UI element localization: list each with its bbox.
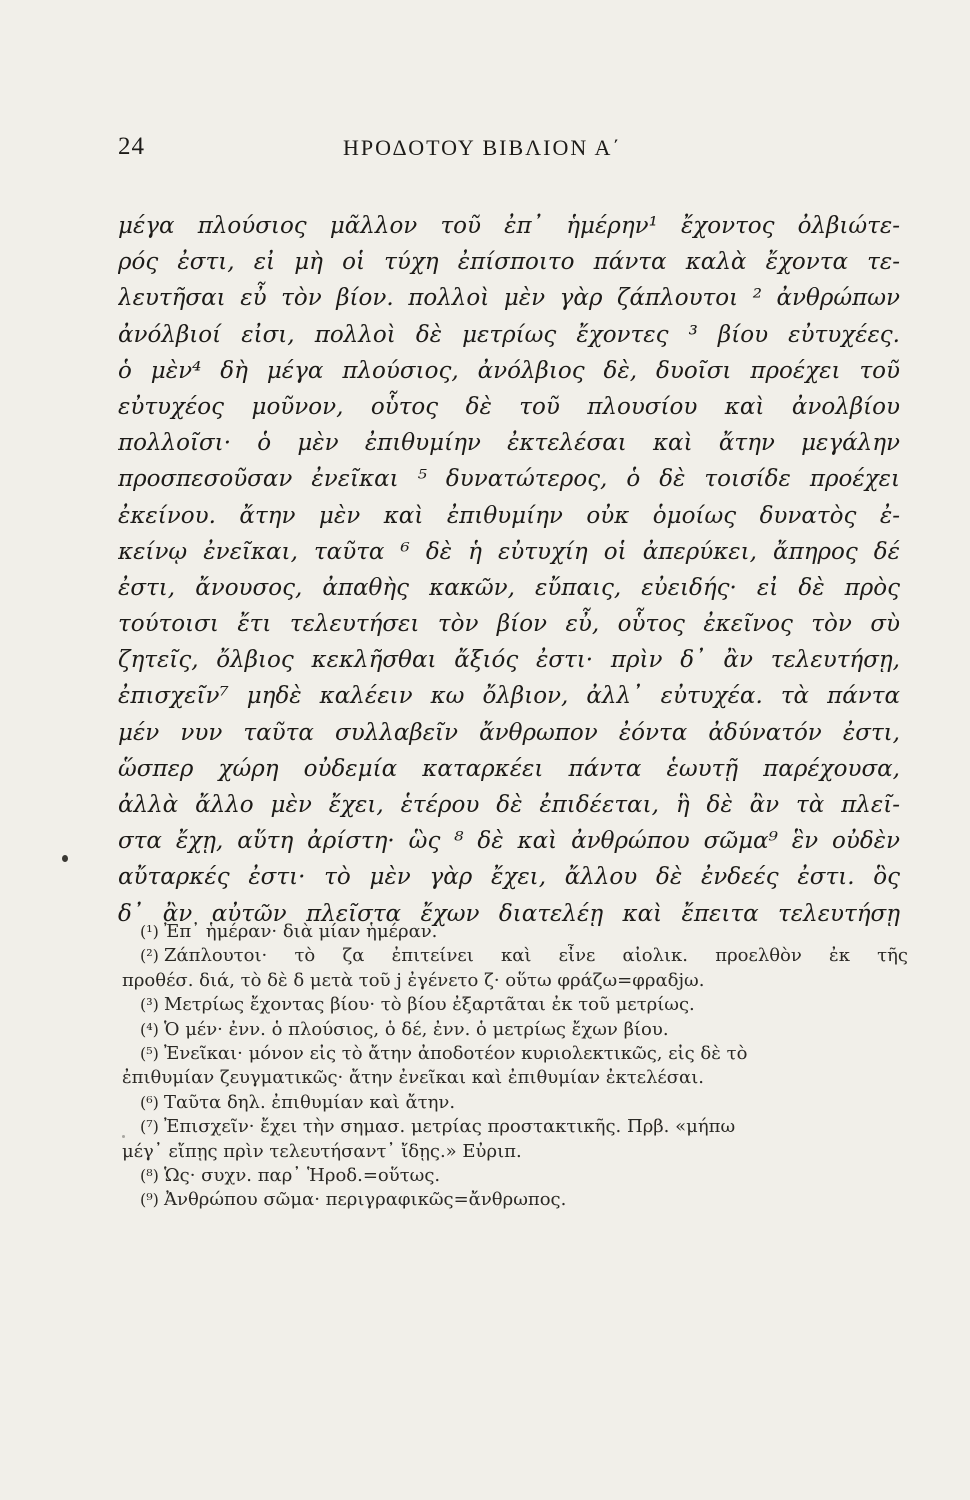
text-line: προσπεσοῦσαν ἐνεῖκαι ⁵ δυνατώτερος, ὁ δὲ τοισίδε προέχει bbox=[118, 466, 900, 493]
footnote-5-continued bbox=[122, 1066, 908, 1090]
footnote-text: ἐπιθυμίαν ζευγματικῶς· ἄτην ἐνεῖκαι καὶ ἐπιθυμίαν ἐκτελέσαι. bbox=[122, 1067, 704, 1089]
page-header bbox=[118, 133, 888, 173]
footnote-mark: (⁵) bbox=[140, 1043, 159, 1063]
text-line: λευτῆσαι εὖ τὸν βίον. πολλοὶ μὲν γὰρ ζάπλουτοι ² ἀνθρώπων bbox=[118, 285, 900, 312]
footnote-text: Ἐπισχεῖν· ἔχει τὴν σημασ. μετρίας προστακτικῆς. Πρβ. «μήπω bbox=[164, 1116, 736, 1138]
text-line: αὔταρκές ἐστι· τὸ μὲν γὰρ ἔχει, ἄλλου δὲ ἐνδεές ἐστι. ὃς bbox=[118, 864, 900, 891]
footnote-mark: (⁴) bbox=[140, 1019, 159, 1039]
footnotes bbox=[122, 920, 908, 1213]
text-line: ρός ἐστι, εἰ μὴ οἱ τύχη ἐπίσποιτο πάντα καλὰ ἔχοντα τε- bbox=[118, 249, 900, 276]
footnote-text: προθέσ. διά, τὸ δὲ δ μετὰ τοῦ j ἐγένετο ζ· οὕτω φράζω=φραδjω. bbox=[122, 969, 705, 991]
text-line: ἐστι, ἄνουσος, ἀπαθὴς κακῶν, εὔπαις, εὐειδής· εἰ δὲ πρὸς bbox=[118, 574, 900, 601]
text-line: ἀνόλβιοί εἰσι, πολλοὶ δὲ μετρίως ἔχοντες ³ βίου εὐτυχέες. bbox=[118, 321, 900, 348]
footnote-2-continued bbox=[122, 969, 908, 993]
text-line: μέγα πλούσιος μᾶλλον τοῦ ἐπ᾽ ἡμέρην¹ ἔχοντος ὀλβιώτε- bbox=[118, 213, 900, 239]
footnote-mark: (⁷) bbox=[140, 1117, 159, 1137]
footnote-text: Ταῦτα δηλ. ἐπιθυμίαν καὶ ἄτην. bbox=[164, 1091, 456, 1113]
text-line: ἐπισχεῖν⁷ μηδὲ καλέειν κω ὄλβιον, ἀλλ᾽ εὐτυχέα. τὰ πάντα bbox=[118, 683, 900, 710]
page-number: 24 bbox=[118, 133, 145, 160]
footnote-mark: (⁶) bbox=[140, 1092, 159, 1112]
footnote-6 bbox=[140, 1091, 908, 1115]
footnote-7 bbox=[140, 1115, 908, 1139]
text-line: ἀλλὰ ἄλλο μὲν ἔχει, ἑτέρου δὲ ἐπιδέεται, ἣ δὲ ἂν τὰ πλεῖ- bbox=[118, 792, 900, 818]
text-line: πολλοῖσι· ὁ μὲν ἐπιθυμίην ἐκτελέσαι καὶ ἄτην μεγάλην bbox=[118, 430, 900, 457]
footnote-text: Ἐπ᾽ ἡμέραν· διὰ μίαν ἡμέραν. bbox=[164, 921, 438, 942]
footnote-mark: (³) bbox=[140, 995, 159, 1015]
footnote-mark: (⁸) bbox=[140, 1165, 159, 1185]
ink-speck bbox=[62, 855, 68, 862]
footnote-mark: (⁹) bbox=[140, 1190, 159, 1210]
footnote-5 bbox=[140, 1042, 908, 1066]
footnote-3 bbox=[140, 993, 908, 1017]
text-line: στα ἔχῃ, αὕτη ἀρίστη· ὣς ⁸ δὲ καὶ ἀνθρώπου σῶμα⁹ ἓν οὐδὲν bbox=[118, 828, 900, 855]
footnote-text: μέγ᾽ εἴπῃς πρὶν τελευτήσαντ᾽ ἴδῃς.» Εὐριπ. bbox=[122, 1140, 522, 1162]
main-text bbox=[118, 208, 900, 932]
text-line: δ᾽ ἂν αὐτῶν πλεῖστα ἔχων διατελέῃ καὶ ἔπειτα τελευτήσῃ bbox=[118, 900, 900, 927]
text-line: τούτοισι ἔτι τελευτήσει τὸν βίον εὖ, οὗτος ἐκεῖνος τὸν σὺ bbox=[118, 611, 900, 638]
text-line: εὐτυχέος μοῦνον, οὗτος δὲ τοῦ πλουσίου καὶ ἀνολβίου bbox=[118, 393, 900, 420]
text-line: ὥσπερ χώρη οὐδεμία καταρκέει πάντα ἑωυτῇ παρέχουσα, bbox=[118, 755, 900, 782]
text-line: κείνῳ ἐνεῖκαι, ταῦτα ⁶ δὲ ἡ εὐτυχίη οἱ ἀπερύκει, ἄπηρος δέ bbox=[118, 538, 900, 565]
footnote-4 bbox=[140, 1018, 908, 1042]
footnote-text: Ἀνθρώπου σῶμα· περιγραφικῶς=ἄνθρωπος. bbox=[164, 1189, 567, 1211]
footnote-text: Ὁ μέν· ἐνν. ὁ πλούσιος, ὁ δέ, ἐνν. ὁ μετρίως ἔχων βίου. bbox=[164, 1018, 669, 1040]
text-line: ὁ μὲν⁴ δὴ μέγα πλούσιος, ἀνόλβιος δὲ, δυοῖσι προέχει τοῦ bbox=[118, 357, 900, 384]
footnote-mark: (²) bbox=[140, 946, 159, 966]
footnote-7-continued bbox=[122, 1140, 908, 1164]
text-line: μέν νυν ταῦτα συλλαβεῖν ἄνθρωπον ἐόντα ἀδύνατόν ἐστι, bbox=[118, 719, 900, 746]
footnote-text: Μετρίως ἔχοντας βίου· τὸ βίου ἐξαρτᾶται ἐκ τοῦ μετρίως. bbox=[164, 994, 695, 1016]
footnote-mark: (¹) bbox=[140, 922, 159, 941]
ink-speck bbox=[122, 1135, 125, 1138]
footnote-text: Ζάπλουτοι· τὸ ζα ἐπιτείνει καὶ εἶνε αἰολικ. προελθὸν ἐκ τῆς bbox=[164, 945, 908, 967]
footnote-1 bbox=[140, 920, 908, 944]
footnote-8 bbox=[140, 1164, 908, 1188]
footnote-9 bbox=[140, 1188, 908, 1212]
text-line: ἐκείνου. ἄτην μὲν καὶ ἐπιθυμίην οὐκ ὁμοίως δυνατὸς ἐ- bbox=[118, 502, 900, 529]
footnote-text: Ἐνεῖκαι· μόνον εἰς τὸ ἄτην ἀποδοτέον κυριολεκτικῶς, εἰς δὲ τὸ bbox=[164, 1042, 748, 1064]
footnote-2 bbox=[140, 944, 908, 968]
running-title: ΗΡΟΔΟΤΟΥ ΒΙΒΛΙΟΝ Α΄ bbox=[343, 135, 622, 160]
footnote-text: Ὡς· συχν. παρ᾽ Ἡροδ.=οὕτως. bbox=[164, 1164, 441, 1186]
text-line: ζητεῖς, ὄλβιος κεκλῆσθαι ἄξιός ἐστι· πρὶν δ᾽ ἂν τελευτήσῃ, bbox=[118, 647, 900, 674]
